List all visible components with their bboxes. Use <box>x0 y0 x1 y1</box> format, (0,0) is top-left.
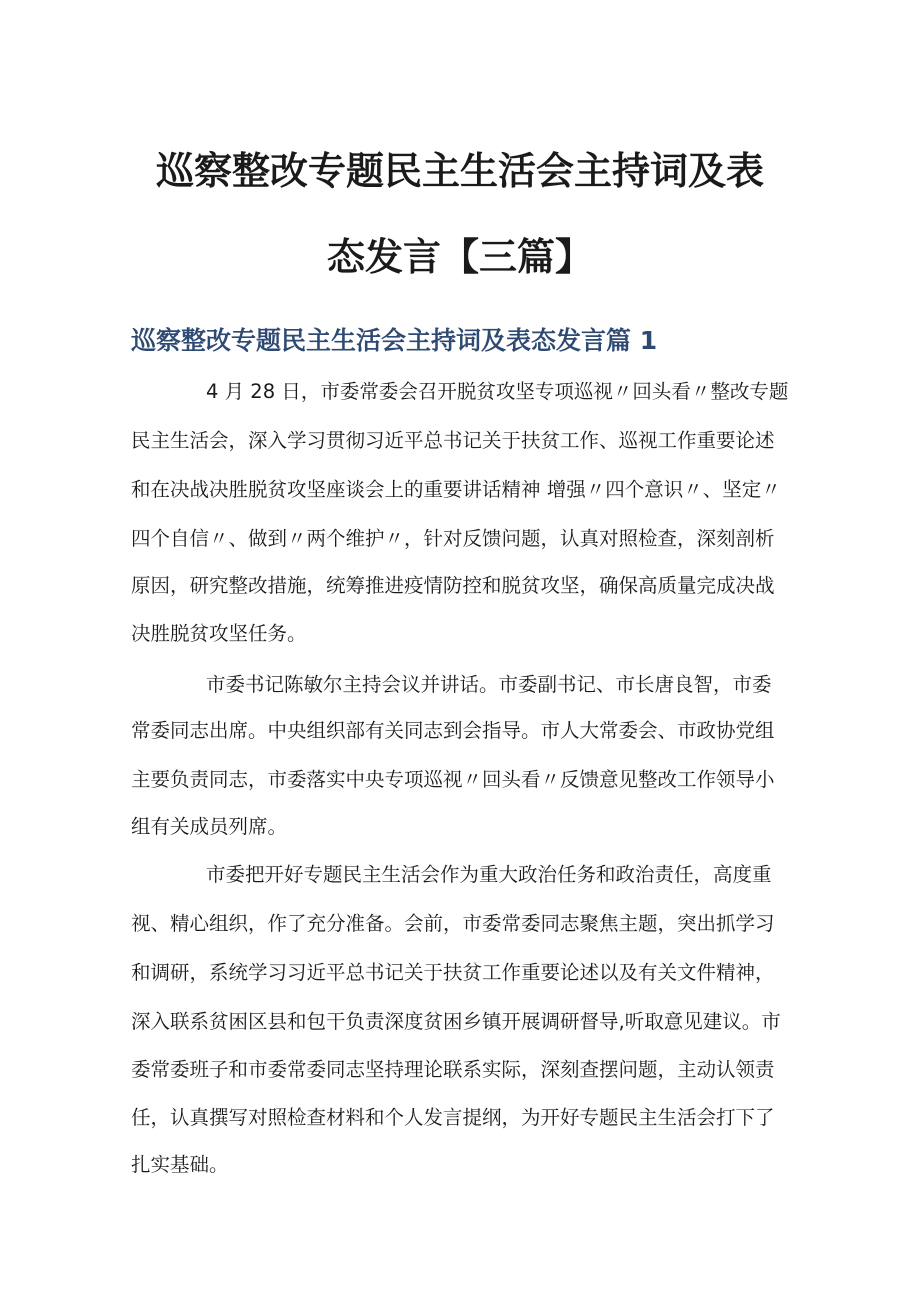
paragraph-2-line-2: 常委同志出席。中央组织部有关同志到会指导。市人大常委会、市政协党组 <box>131 719 775 742</box>
paragraph-3-line-4: 深入联系贫困区县和包干负责深度贫困乡镇开展调研督导,听取意见建议。市 <box>131 1010 781 1033</box>
paragraph-3-line-5: 委常委班子和市委常委同志坚持理论联系实际，深刻查摆问题，主动认领责 <box>131 1058 775 1081</box>
paragraph-1-line-2: 民主生活会，深入学习贯彻习近平总书记关于扶贫工作、巡视工作重要论述 <box>131 429 775 452</box>
paragraph-3-line-1: 市委把开好专题民主生活会作为重大政治任务和政治责任，高度重 <box>206 863 772 886</box>
paragraph-1-line-1: 4 月 28 日，市委常委会召开脱贫攻坚专项巡视〃回头看〃整改专题 <box>206 380 789 403</box>
paragraph-3-line-7: 扎实基础。 <box>131 1153 229 1176</box>
paragraph-1-line-5: 原因，研究整改措施，统筹推进疫情防控和脱贫攻坚，确保高质量完成决战 <box>131 574 775 597</box>
document-title-line-1: 巡察整改专题民主生活会主持词及表 <box>155 148 764 193</box>
section-heading: 巡察整改专题民主生活会主持词及表态发言篇 1 <box>131 326 658 355</box>
paragraph-2-line-1: 市委书记陈敏尔主持会议并讲话。市委副书记、市长唐良智，市委 <box>206 673 772 696</box>
paragraph-3-line-6: 任，认真撰写对照检查材料和个人发言提纲，为开好专题民主生活会打下了 <box>131 1106 775 1129</box>
paragraph-3-line-3: 和调研，系统学习习近平总书记关于扶贫工作重要论述以及有关文件精神， <box>131 961 775 984</box>
paragraph-2-line-4: 组有关成员列席。 <box>131 815 288 838</box>
paragraph-2-line-3: 主要负责同志，市委落实中央专项巡视〃回头看〃反馈意见整改工作领导小 <box>131 768 775 791</box>
paragraph-1-line-6: 决胜脱贫攻坚任务。 <box>131 622 307 645</box>
paragraph-1-line-3: 和在决战决胜脱贫攻坚座谈会上的重要讲话精神 增强〃四个意识〃、坚定〃 <box>131 478 781 501</box>
document-title-line-2: 态发言【三篇】 <box>326 234 593 279</box>
paragraph-3-line-2: 视、精心组织，作了充分准备。会前，市委常委同志聚焦主题，突出抓学习 <box>131 912 775 935</box>
paragraph-1-line-4: 四个自信〃、做到〃两个维护〃，针对反馈问题，认真对照检查，深刻剖析 <box>131 527 775 550</box>
